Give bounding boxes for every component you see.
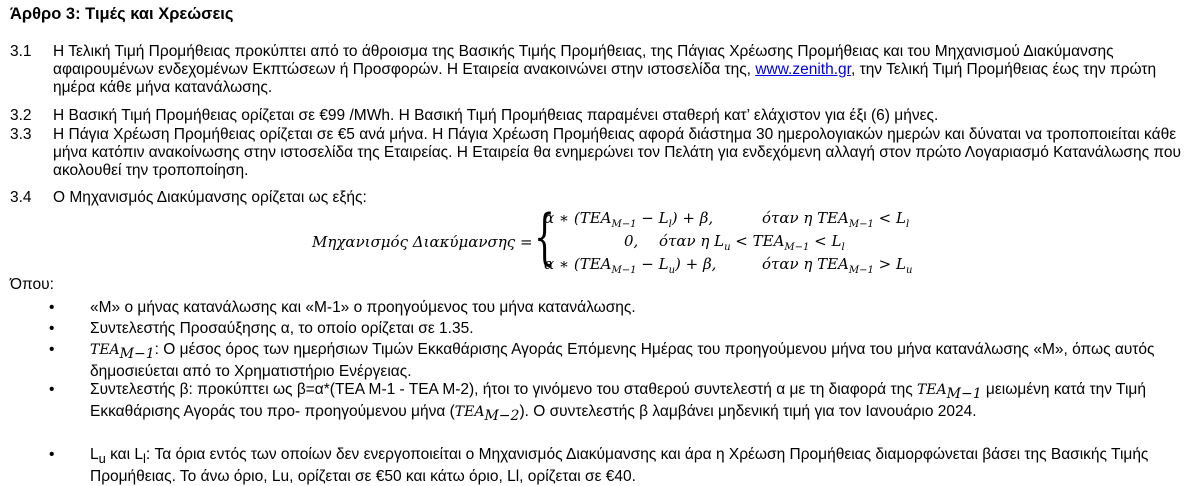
formula-case-1: α ∗ $(TEA_{M-1} - L_l) + \beta$,	[544, 209, 714, 230]
clause-text: Η Βασική Τιμή Προμήθειας ορίζεται σε €99 /MWh. Η Βασική Τιμή Προμήθειας παραμένει σταθερή κατ’ ελάχιστον για έξι (6) μήνες.	[53, 107, 939, 124]
formula-case-3: α ∗ $(TEA_{M-1} - L_u) + \beta$,	[544, 255, 717, 276]
clause-number: 3.1	[10, 43, 32, 60]
formula-lhs: Μηχανισμός Διακύμανσης =	[312, 233, 533, 251]
where-label: Όπου:	[10, 276, 54, 293]
formula-case-1-condition: όταν η $TEA_{M-1} < L_l$	[762, 209, 910, 230]
article-title: Άρθρο 3: Τιμές και Χρεώσεις	[10, 5, 234, 23]
bullet-item: • «Μ» ο μήνας κατανάλωσης και «Μ-1» ο προηγούμενος του μήνα κατανάλωσης.	[49, 299, 636, 316]
variation-mechanism-formula	[312, 202, 952, 276]
formula-case-2-condition: όταν η $L_u < TEA_{M-1} < L_l$	[659, 232, 845, 253]
bullet-item: • $L_u$ και $L_l$: Τα όρια εντός των οποίων δεν ενεργοποιείται ο Μηχανισμός Διακύμανσης και άρα η Χρέωση Προμήθειας διαμορφώνεται βάσει της Βασικής Τιμής Προμήθειας. Το άνω όριο, Lu, ορίζεται σε €50 και κάτω όριο, Ll, ορίζεται σε €40.	[49, 446, 1149, 486]
bullet-dot-icon: •	[49, 446, 55, 463]
clause-3-3	[10, 126, 1186, 180]
clause-number: 3.2	[10, 107, 32, 124]
clause-number: 3.4	[10, 189, 32, 206]
bullet-dot-icon: •	[49, 299, 55, 316]
bullet-item: • Συντελεστής Προσαύξησης α, το οποίο ορίζεται σε 1.35.	[49, 320, 474, 337]
formula-brace: {	[534, 202, 556, 272]
clause-text: Η Τελική Τιμή Προμήθειας προκύπτει από το άθροισμα της Βασικής Τιμής Προμήθειας, της Πάγιας Χρέωσης Προμήθειας και του Μηχανισμού Διακύμανσης αφαιρουμένων ενδεχομένων Εκπτώσεων ή Προσφορών. Η Εταιρεία ανακοινώνει στην ιστοσελίδα της, www.zenith.gr, την Τελική Τιμή Προμήθειας έως την πρώτη ημέρα κάθε μήνα κατανάλωσης.	[53, 43, 1157, 96]
bullet-item: • Συντελεστής β: προκύπτει ως β=α*(ΤΕΑ Μ-1 - ΤΕΑ Μ-2), ήτοι το γινόμενο του σταθερού συντελεστή α με τη διαφορά της $TEA_{M-1}$ μειωμένη κατά την Τιμή Εκκαθάρισης Αγοράς του προ- προηγούμενου μήνα $(TEA_{M-2})$. Ο συντελεστής β λαμβάνει μηδενική τιμή για τον Ιανουάριο 2024.	[49, 381, 1146, 425]
clause-3-4	[10, 189, 1186, 207]
clause-text: Ο Μηχανισμός Διακύμανσης ορίζεται ως εξής:	[53, 189, 367, 206]
clause-3-1	[10, 43, 1186, 97]
clause-number: 3.3	[10, 126, 32, 143]
formula-case-2: 0,	[624, 232, 639, 250]
bullet-dot-icon: •	[49, 320, 55, 337]
bullet-dot-icon: •	[49, 381, 55, 398]
clause-text: Η Πάγια Χρέωση Προμήθειας ορίζεται σε €5 ανά μήνα. Η Πάγια Χρέωση Προμήθειας αφορά διάστημα 30 ημερολογιακών ημερών και δύναται να τροποποιείται κάθε μήνα κατόπιν ανακοίνωσης στην ιστοσελίδα της Εταιρείας. Η Εταιρεία θα ενημερώνει τον Πελάτη για ενδεχόμενη αλλαγή στον πρώτο Λογαριασμό Κατανάλωσης που ακολουθεί την τροποποίηση.	[53, 126, 1181, 179]
bullet-item: • $TEA_{M-1}$: Ο μέσος όρος των ημερήσιων Τιμών Εκκαθάρισης Αγοράς Επόμενης Ημέρας του προηγούμενου μήνα του μήνα κατανάλωσης «Μ», όπως αυτός δημοσιεύεται από το Χρηματιστήριο Ενέργειας.	[49, 341, 1155, 381]
clause-3-2	[10, 107, 1186, 125]
bullet-dot-icon: •	[49, 341, 55, 358]
website-link[interactable]: www.zenith.gr	[755, 61, 851, 78]
formula-case-3-condition: όταν η $TEA_{M-1} > L_u$	[762, 255, 913, 276]
